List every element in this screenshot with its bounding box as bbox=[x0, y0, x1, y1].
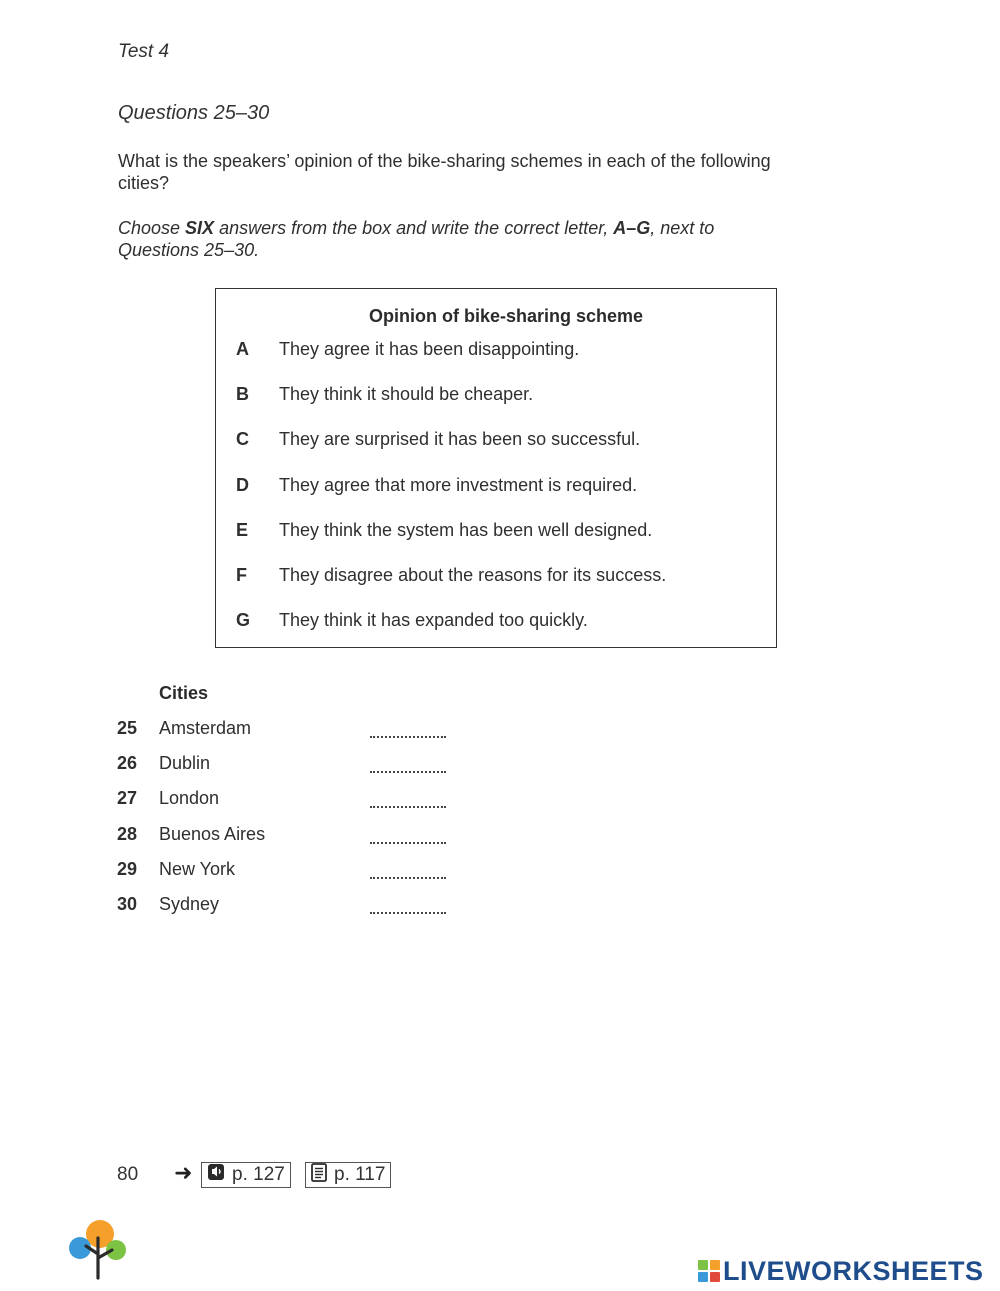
answer-blank[interactable] bbox=[370, 730, 446, 738]
city-row-27 bbox=[117, 788, 477, 812]
city-name: London bbox=[159, 788, 220, 808]
answer-blank[interactable] bbox=[370, 800, 446, 808]
reference-page-label: p. 127 bbox=[232, 1164, 285, 1185]
option-letter: F bbox=[236, 565, 247, 585]
question-number: 27 bbox=[117, 788, 138, 808]
city-row-30 bbox=[117, 894, 477, 918]
instruction-text: What is the speakers’ opinion of the bike-sharing schemes in each of the following cities? bbox=[118, 151, 771, 193]
test-label: Test 4 bbox=[118, 41, 170, 62]
city-name: Amsterdam bbox=[159, 718, 252, 738]
city-name: Sydney bbox=[159, 894, 220, 914]
option-letter: C bbox=[236, 429, 249, 449]
option-letter: D bbox=[236, 475, 249, 495]
answer-blank[interactable] bbox=[370, 836, 446, 844]
question-number: 29 bbox=[117, 859, 138, 879]
city-row-25 bbox=[117, 718, 477, 742]
choose-instruction: Choose SIX answers from the box and write the correct letter, A–G, next to Questions 25–30. bbox=[118, 218, 715, 260]
audio-icon bbox=[207, 1163, 225, 1187]
cities-heading: Cities bbox=[159, 683, 209, 703]
audio-script-reference[interactable] bbox=[201, 1162, 291, 1188]
questions-heading: Questions 25–30 bbox=[118, 102, 270, 124]
option-letter: A bbox=[236, 339, 249, 359]
option-text: They disagree about the reasons for its success. bbox=[279, 565, 667, 585]
tree-logo-icon bbox=[66, 1218, 130, 1280]
city-name: Buenos Aires bbox=[159, 824, 266, 844]
option-letter: B bbox=[236, 384, 249, 404]
options-box bbox=[215, 288, 777, 648]
arrow-right-icon: ➜ bbox=[174, 1160, 193, 1185]
answer-blank[interactable] bbox=[370, 871, 446, 879]
brand-grid-icon bbox=[698, 1260, 720, 1282]
answer-blank[interactable] bbox=[370, 906, 446, 914]
option-letter: E bbox=[236, 520, 249, 540]
question-number: 28 bbox=[117, 824, 138, 844]
page-number: 80 bbox=[117, 1164, 139, 1185]
option-text: They agree that more investment is required. bbox=[279, 475, 638, 495]
question-number: 30 bbox=[117, 894, 138, 914]
option-text: They agree it has been disappointing. bbox=[279, 339, 580, 359]
question-number: 25 bbox=[117, 718, 138, 738]
option-text: They think it has expanded too quickly. bbox=[279, 610, 588, 630]
option-text: They think it should be cheaper. bbox=[279, 384, 534, 404]
brand-name: LIVEWORKSHEETS bbox=[723, 1255, 984, 1286]
city-name: New York bbox=[159, 859, 236, 879]
options-box-title: Opinion of bike-sharing scheme bbox=[368, 306, 644, 326]
city-row-26 bbox=[117, 753, 477, 777]
city-row-29 bbox=[117, 859, 477, 883]
option-text: They are surprised it has been so successful. bbox=[279, 429, 641, 449]
city-name: Dublin bbox=[159, 753, 211, 773]
question-number: 26 bbox=[117, 753, 138, 773]
city-row-28 bbox=[117, 824, 477, 848]
answer-key-reference[interactable] bbox=[305, 1162, 391, 1188]
liveworksheets-brand bbox=[698, 1256, 984, 1286]
answer-blank[interactable] bbox=[370, 765, 446, 773]
document-icon bbox=[311, 1163, 327, 1188]
reference-page-label: p. 117 bbox=[334, 1164, 386, 1185]
option-text: They think the system has been well designed. bbox=[279, 520, 653, 540]
option-letter: G bbox=[236, 610, 251, 630]
